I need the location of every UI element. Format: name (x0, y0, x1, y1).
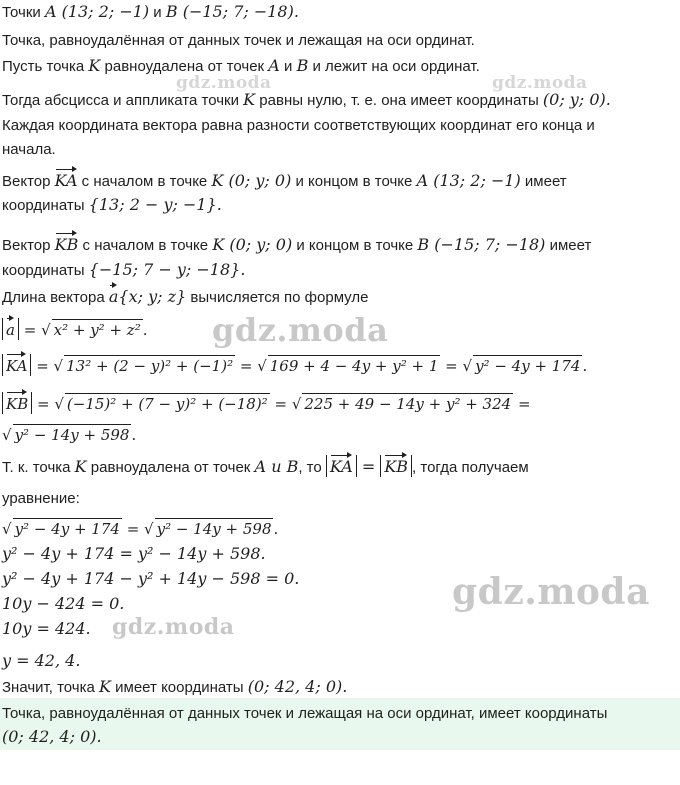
formula-ka-length: KA = √ 13² + (2 − y)² + (−1)² = √ 169 + 4 − 4y + y² + 1 = √ y² − 4y + 174 . (2, 354, 587, 376)
formula-kb-length: KB = √ (−15)² + (7 − y)² + (−18)² = √ 225 + 49 − 14y + y² + 324 = (2, 392, 531, 414)
formula-vector-length: a = √ x² + y² + z² . (2, 318, 148, 340)
watermark: gdz.moda (112, 614, 235, 640)
solution-line: Длина вектора a{x; y; z} вычисляется по формуле (2, 287, 369, 306)
equation: y² − 4y + 174 − y² + 14y − 598 = 0. (2, 569, 300, 588)
equation: 10y = 424. (2, 619, 91, 638)
solution-line: уравнение: (2, 490, 80, 507)
formula-kb-length-cont: √ y² − 14y + 598 . (2, 426, 137, 444)
watermark: gdz.moda (492, 73, 588, 93)
solution-line: Вектор KB с началом в точке K (0; y; 0) и концом в точке B (−15; 7; −18) имеет (2, 235, 592, 254)
watermark: gdz.moda (176, 73, 272, 93)
solution-line: Значит, точка K имеет координаты (0; 42, 4; 0). (2, 677, 348, 696)
answer-text: Точка, равноудалённая от данных точек и лежащая на оси ординат, имеет координаты (2, 705, 608, 722)
vector-ka: KA (54, 171, 78, 190)
solution-line: Каждая координата вектора равна разности соответствующих координат его конца и (2, 117, 595, 134)
solution-line: Тогда абсцисса и аппликата точки K равны нулю, т. е. она имеет координаты (0; y; 0). (2, 90, 611, 109)
equation: y = 42, 4. (2, 651, 81, 670)
solution-line: координаты {13; 2 − y; −1}. (2, 195, 222, 214)
solution-line: Т. к. точка K равноудалена от точек A и B, то KA = KB , тогда получаем (2, 457, 529, 476)
answer-coords: (0; 42, 4; 0). (2, 727, 102, 746)
solution-line: Вектор KA с началом в точке K (0; y; 0) и концом в точке A (13; 2; −1) имеет (2, 171, 567, 190)
task-line: Точка, равноудалённая от данных точек и лежащая на оси ординат. (2, 32, 475, 49)
equation: √ y² − 4y + 174 = √ y² − 14y + 598 . (2, 520, 279, 538)
vector-kb: KB (54, 235, 79, 254)
watermark: gdz.moda (212, 311, 389, 349)
equation: y² − 4y + 174 = y² − 14y + 598. (2, 544, 266, 563)
vector-a: a (108, 287, 119, 306)
solution-line: Пусть точка K равноудалена от точек A и B и лежит на оси ординат. (2, 56, 480, 75)
problem-statement: Точки A (13; 2; −1) и B (−15; 7; −18). (2, 2, 299, 21)
watermark: gdz.moda (452, 571, 650, 613)
equation: 10y − 424 = 0. (2, 594, 125, 613)
solution-line: координаты {−15; 7 − y; −18}. (2, 260, 246, 279)
solution-line: начала. (2, 141, 56, 158)
